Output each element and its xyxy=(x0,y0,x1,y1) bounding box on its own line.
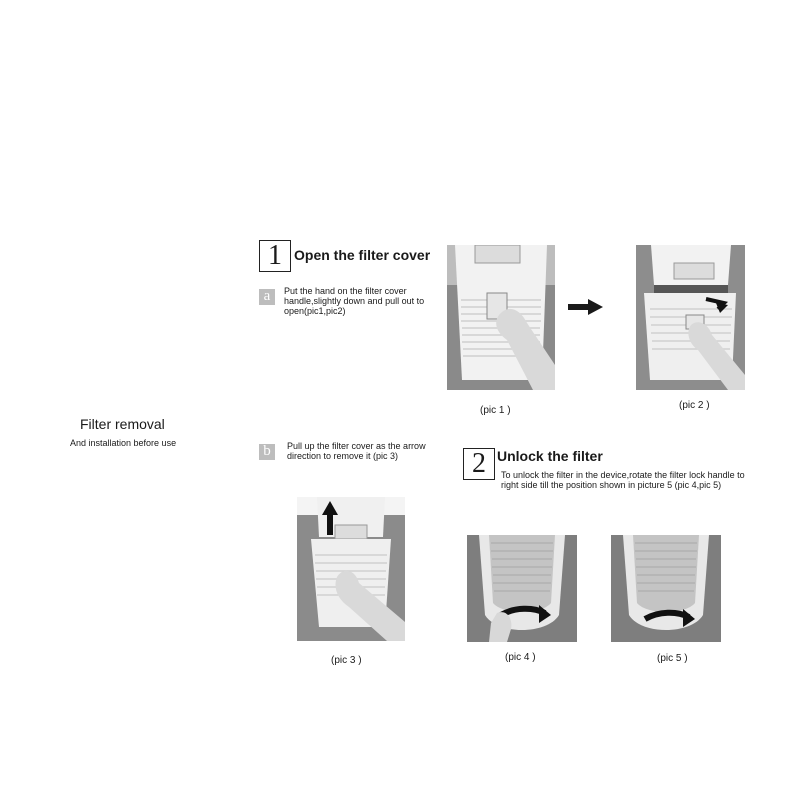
photo-pic-3 xyxy=(297,497,405,641)
caption-pic-1: (pic 1 ) xyxy=(480,405,511,416)
caption-pic-4: (pic 4 ) xyxy=(505,652,536,663)
step-2-number-box xyxy=(463,448,495,480)
caption-pic-5: (pic 5 ) xyxy=(657,653,688,664)
filter-locked-position-photo xyxy=(611,535,721,642)
step-2-title: Unlock the filter xyxy=(497,448,603,464)
substep-a-badge xyxy=(259,289,275,305)
section-subtitle: And installation before use xyxy=(70,438,177,448)
step-2-text: To unlock the filter in the device,rotate the filter lock handle to right side till the position shown in picture 5 (pic 4,pic 5) xyxy=(501,470,745,490)
purifier-cover-pulled-photo xyxy=(636,245,745,390)
purifier-cover-removal-photo xyxy=(297,497,405,641)
section-title: Filter removal xyxy=(80,416,165,432)
photo-pic-5 xyxy=(611,535,721,642)
step-2-number: 2 xyxy=(472,448,486,479)
step-1-number: 1 xyxy=(268,240,282,271)
substep-b-letter: b xyxy=(263,443,271,459)
substep-b-badge xyxy=(259,444,275,460)
filter-unlock-photo xyxy=(467,535,577,642)
arrow-right-icon xyxy=(568,299,604,315)
caption-pic-3: (pic 3 ) xyxy=(331,655,362,666)
photo-pic-4 xyxy=(467,535,577,642)
substep-a-text: Put the hand on the filter cover handle,slightly down and pull out to open(pic1,pic2) xyxy=(284,286,425,316)
step-1-number-box xyxy=(259,240,291,272)
photo-pic-2 xyxy=(636,245,745,390)
step-1-title: Open the filter cover xyxy=(294,247,431,263)
substep-b-text: Pull up the filter cover as the arrow direction to remove it (pic 3) xyxy=(287,441,426,461)
photo-pic-1 xyxy=(447,245,555,390)
caption-pic-2: (pic 2 ) xyxy=(679,400,710,411)
substep-a-letter: a xyxy=(263,288,271,304)
purifier-open-cover-photo xyxy=(447,245,555,390)
